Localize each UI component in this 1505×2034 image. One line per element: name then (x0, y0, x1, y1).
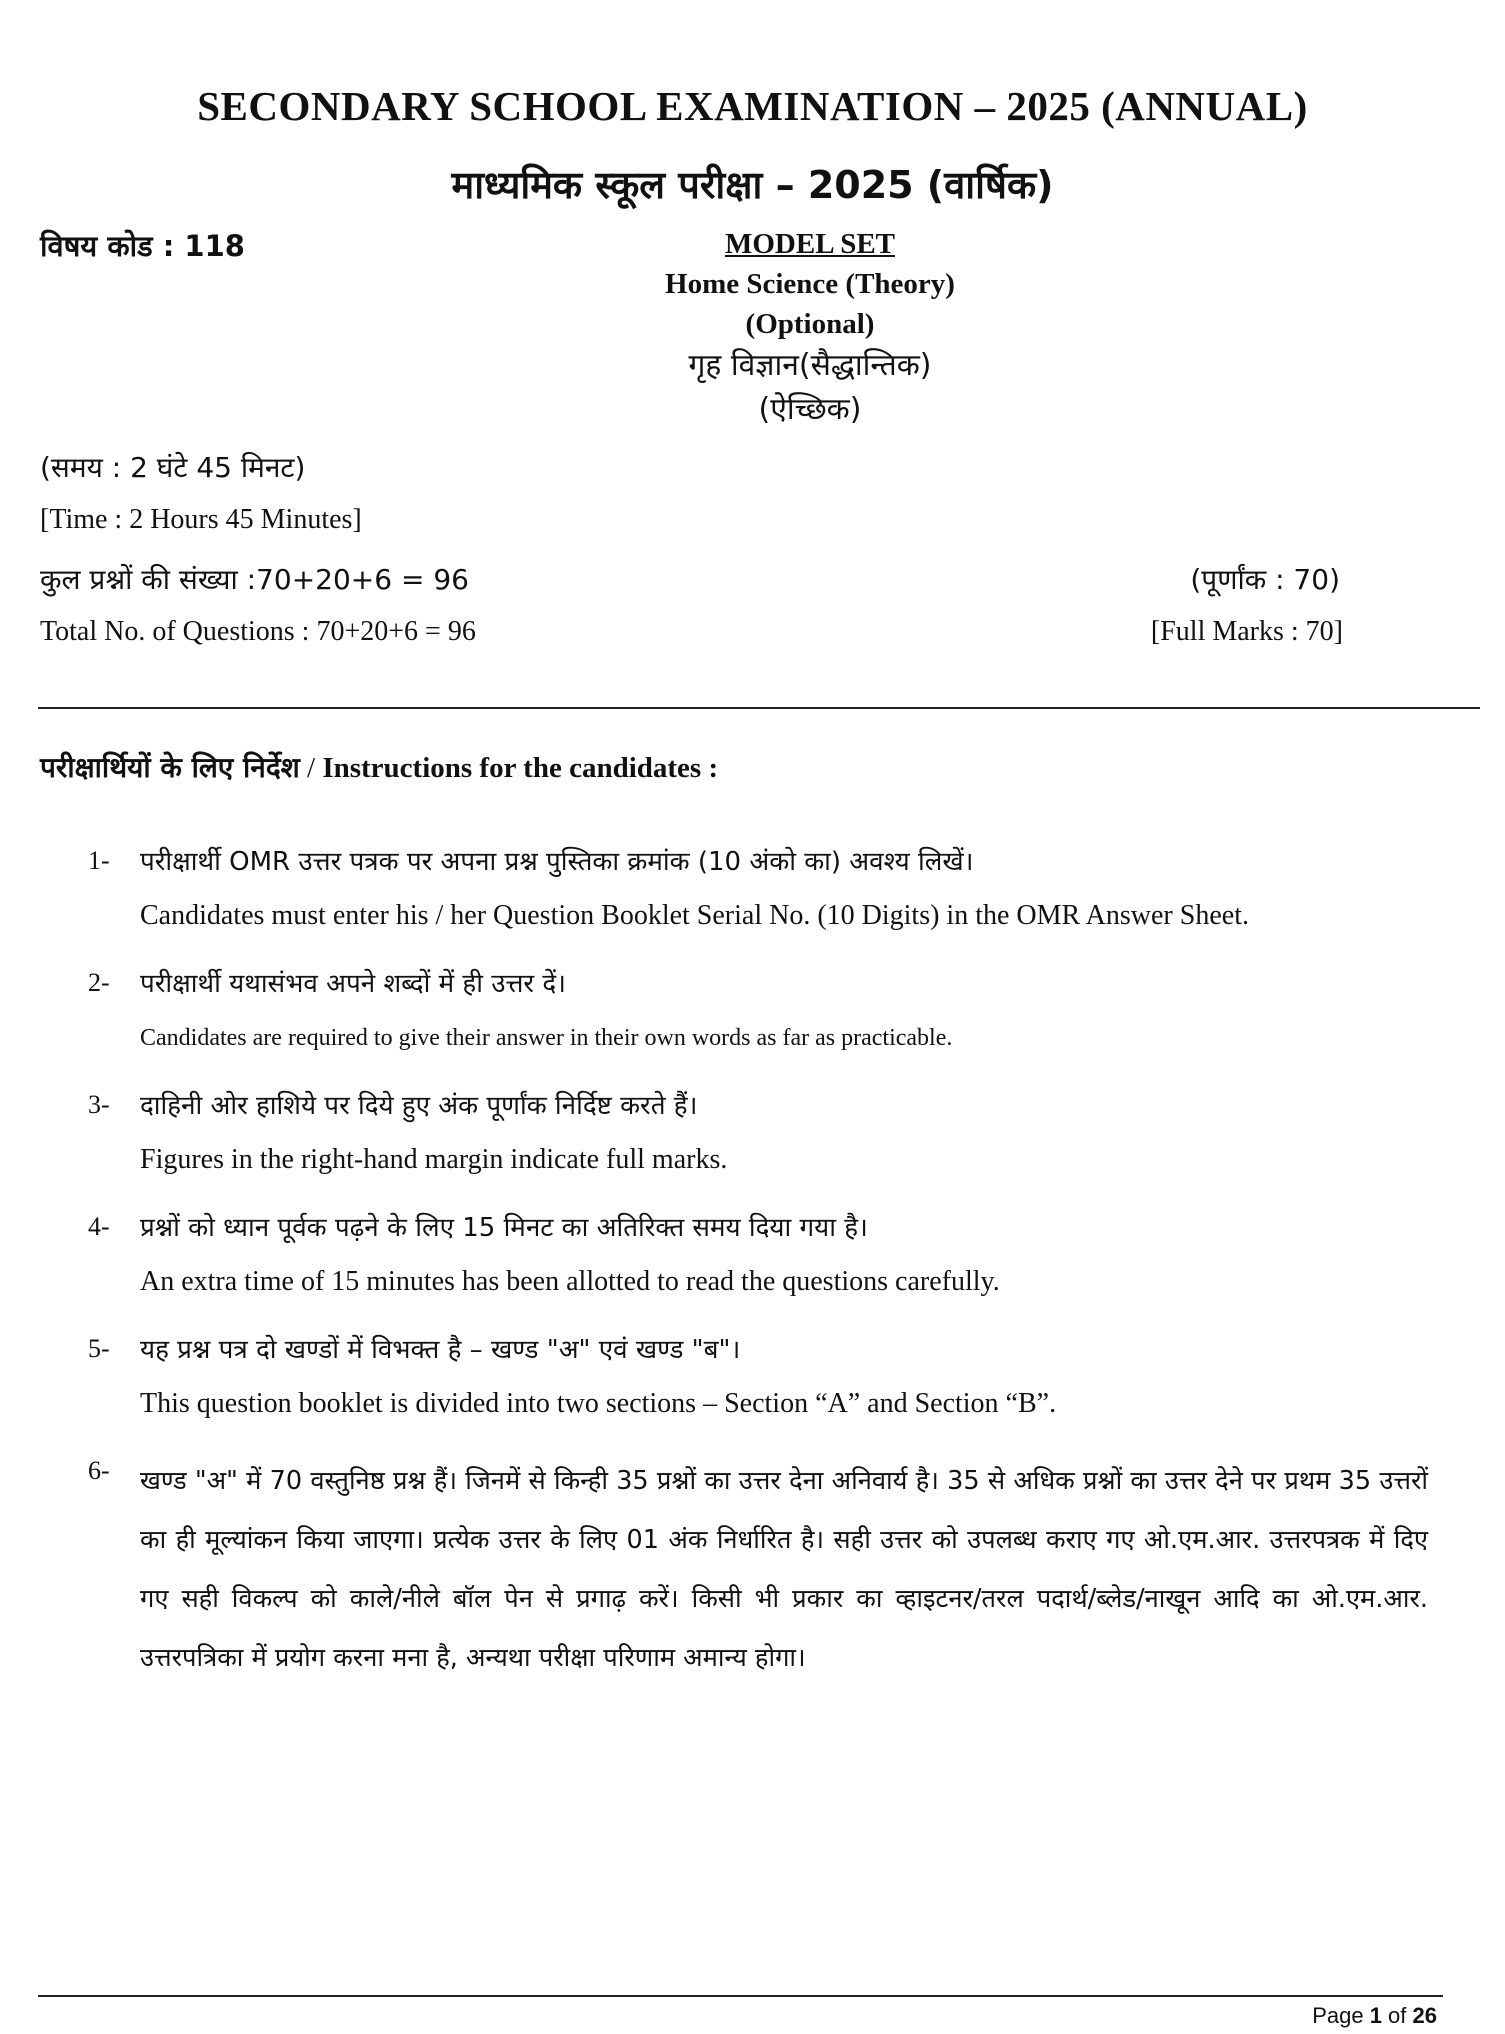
header-divider (38, 707, 1480, 709)
time-hindi: (समय : 2 घंटे 45 मिनट) (40, 451, 306, 484)
model-set-label: MODEL SET (724, 228, 896, 260)
instruction-number: 5- (88, 1334, 110, 1363)
instruction-item-6 (88, 1452, 1428, 1688)
page-prefix: Page (1312, 2003, 1370, 2028)
instruction-item-2 (88, 964, 1428, 1064)
instruction-number: 1- (88, 846, 110, 875)
instruction-text-hindi: दाहिनी ओर हाशिये पर दिये हुए अंक पूर्णांक निर्दिष्ट करते हैं। (140, 1091, 698, 1121)
question-count-hindi: कुल प्रश्नों की संख्या :70+20+6 = 96 (40, 563, 469, 596)
instructions-heading-english: Instructions for the candidates : (322, 752, 719, 784)
instruction-number: 6- (88, 1456, 110, 1485)
exam-title-hindi: माध्यमिक स्कूल परीक्षा – 2025 (वार्षिक) (451, 163, 1054, 207)
instruction-number: 2- (88, 968, 110, 997)
subject-block (560, 224, 1060, 432)
question-count-english: Total No. of Questions : 70+20+6 = 96 (40, 616, 476, 647)
instruction-number: 4- (88, 1212, 110, 1241)
subject-name-english: Home Science (Theory) (665, 268, 955, 300)
page-number (1312, 2003, 1437, 2029)
instruction-item-1 (88, 842, 1428, 942)
instruction-item-3 (88, 1086, 1428, 1186)
subject-optional-hindi: (ऐच्छिक) (758, 392, 862, 427)
instruction-item-5 (88, 1330, 1428, 1430)
exam-title-english: SECONDARY SCHOOL EXAMINATION – 2025 (ANNUAL) (197, 83, 1308, 129)
instruction-text-hindi: परीक्षार्थी यथासंभव अपने शब्दों में ही उत्तर दें। (140, 969, 566, 999)
instructions-heading (40, 748, 718, 786)
instruction-text-english: This question booklet is divided into two sections – Section “A” and Section “B”. (140, 1388, 1057, 1419)
page-current: 1 (1369, 2003, 1382, 2028)
time-english: [Time : 2 Hours 45 Minutes] (40, 504, 362, 535)
page-total: 26 (1412, 2003, 1437, 2028)
full-marks-english: [Full Marks : 70] (1150, 616, 1343, 647)
instruction-item-4 (88, 1208, 1428, 1308)
instruction-text-hindi: परीक्षार्थी OMR उत्तर पत्रक पर अपना प्रश्न पुस्तिका क्रमांक (10 अंको का) अवश्य लिखें। (140, 847, 974, 877)
instruction-text-hindi: खण्ड "अ" में 70 वस्तुनिष्ठ प्रश्न हैं। जिनमें से किन्ही 35 प्रश्नों का उत्तर देना अनिवार्य है। 35 से अधिक प्रश्नों का उत्तर देने पर प्रथम 35 उत्तरों का ही मूल्यांकन किया जाएगा। प्रत्येक उत्तर के लिए 01 अंक निर्धारित है। सही उत्तर को उपलब्ध कराए गए ओ.एम.आर. उत्तरपत्रक में दिए गए सही विकल्प को काले/नीले बॉल पेन से प्रगाढ़ करें। किसी भी प्रकार का व्हाइटनर/तरल पदार्थ/ब्लेड/नाखून आदि का ओ.एम.आर. उत्तरपत्रिका में प्रयोग करना मना है, अन्यथा परीक्षा परिणाम अमान्य होगा। (140, 1466, 1428, 1673)
instructions-heading-hindi: परीक्षार्थियों के लिए निर्देश (40, 751, 300, 784)
instructions-list (88, 842, 1428, 1710)
instruction-text-english: An extra time of 15 minutes has been allotted to read the questions carefully. (140, 1266, 1000, 1297)
subject-name-hindi: गृह विज्ञान(सैद्धान्तिक) (688, 348, 932, 383)
instruction-number: 3- (88, 1090, 110, 1119)
instruction-text-english: Candidates are required to give their answer in their own words as far as practicable. (140, 1025, 953, 1051)
instruction-text-hindi: यह प्रश्न पत्र दो खण्डों में विभक्त है – खण्ड "अ" एवं खण्ड "ब"। (140, 1335, 741, 1365)
instructions-heading-separator: / (299, 752, 323, 784)
page-of: of (1381, 2003, 1413, 2028)
full-marks-hindi: (पूर्णांक : 70) (1190, 563, 1340, 596)
instruction-text-english: Candidates must enter his / her Question Booklet Serial No. (10 Digits) in the OMR Answer Sheet. (140, 900, 1249, 931)
subject-code: विषय कोड : 118 (40, 229, 245, 263)
instruction-text-english: Figures in the right-hand margin indicate full marks. (140, 1144, 728, 1175)
instruction-text-hindi: प्रश्नों को ध्यान पूर्वक पढ़ने के लिए 15 मिनट का अतिरिक्त समय दिया गया है। (140, 1213, 868, 1243)
footer-divider (38, 1995, 1443, 1997)
subject-optional-english: (Optional) (745, 308, 875, 340)
